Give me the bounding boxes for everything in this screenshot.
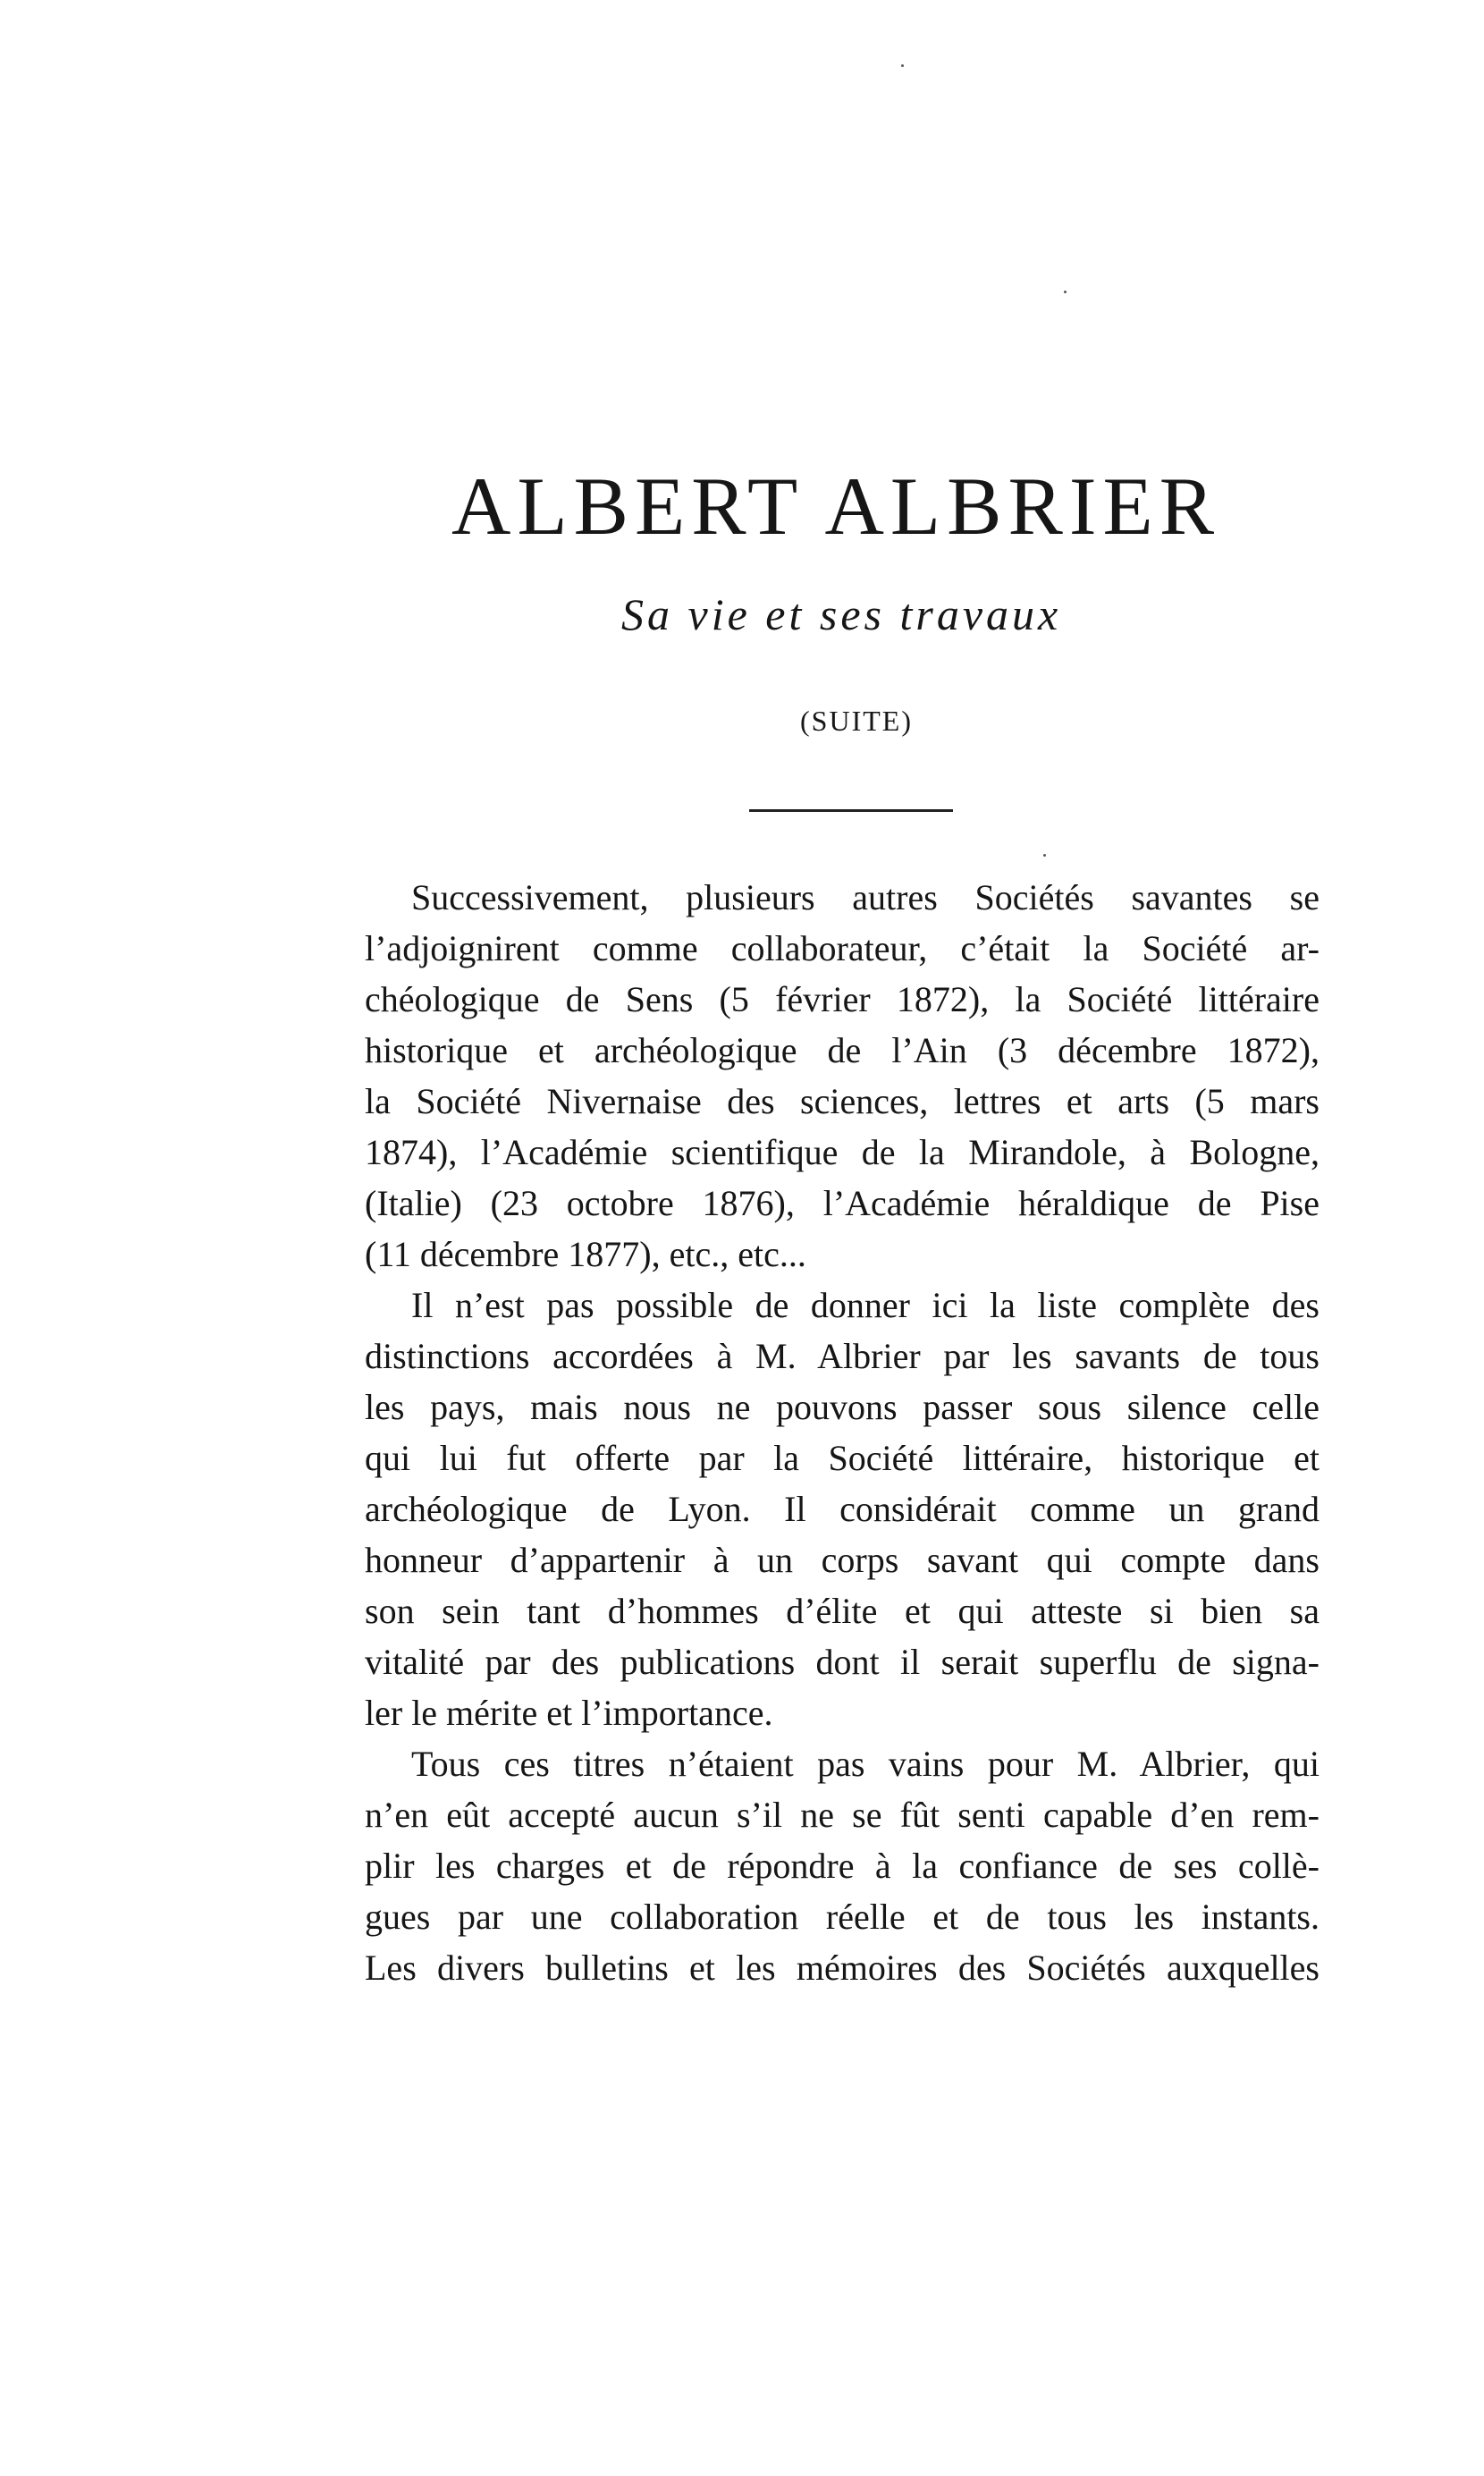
text-line: 1874), l’Académie scientifique de la Mirandole, à Bologne, (365, 1132, 1320, 1172)
text-line: Il n’est pas possible de donner ici la liste complète des (411, 1285, 1320, 1325)
text-line: ler le mérite et l’importance. (365, 1693, 773, 1733)
text-line: archéologique de Lyon. Il considérait comme un grand (365, 1489, 1320, 1529)
paragraph (365, 1280, 1320, 1738)
title-divider (749, 809, 953, 812)
text-line: gues par une collaboration réelle et de tous les instants. (365, 1897, 1320, 1937)
text-line: Successivement, plusieurs autres Sociétés savantes se (411, 877, 1320, 917)
text-line: (Italie) (23 octobre 1876), l’Académie héraldique de Pise (365, 1183, 1320, 1223)
text-line: qui lui fut offerte par la Société littéraire, historique et (365, 1438, 1320, 1478)
text-line: plir les charges et de répondre à la confiance de ses collè- (365, 1846, 1320, 1886)
text-line: chéologique de Sens (5 février 1872), la Société littéraire (365, 979, 1320, 1019)
text-line: la Société Nivernaise des sciences, lettres et arts (5 mars (365, 1081, 1320, 1121)
text-line: Tous ces titres n’étaient pas vains pour M. Albrier, qui (411, 1744, 1320, 1784)
text-line: les pays, mais nous ne pouvons passer sous silence celle (365, 1387, 1320, 1427)
print-speck (1064, 291, 1067, 293)
text-line: historique et archéologique de l’Ain (3 décembre 1872), (365, 1030, 1320, 1070)
text-line: vitalité par des publications dont il serait superflu de signa- (365, 1642, 1320, 1682)
text-line: n’en eût accepté aucun s’il ne se fût senti capable d’en rem- (365, 1795, 1320, 1835)
text-line: distinctions accordées à M. Albrier par les savants de tous (365, 1336, 1320, 1376)
text-line: (11 décembre 1877), etc., etc... (365, 1234, 806, 1274)
text-line: l’adjoignirent comme collaborateur, c’était la Société ar- (365, 928, 1320, 968)
page-subtitle: Sa vie et ses travaux (621, 589, 1062, 639)
continuation-label: (SUITE) (800, 705, 913, 737)
print-speck (1043, 854, 1046, 857)
paragraph (365, 1738, 1320, 1993)
page-title: ALBERT ALBRIER (451, 461, 1221, 552)
text-line: honneur d’appartenir à un corps savant qui compte dans (365, 1540, 1320, 1580)
text-line: Les divers bulletins et les mémoires des Sociétés auxquelles (365, 1948, 1320, 1988)
body-text (365, 872, 1320, 1993)
print-speck (901, 64, 904, 67)
paragraph (365, 872, 1320, 1280)
text-line: son sein tant d’hommes d’élite et qui atteste si bien sa (365, 1591, 1320, 1631)
